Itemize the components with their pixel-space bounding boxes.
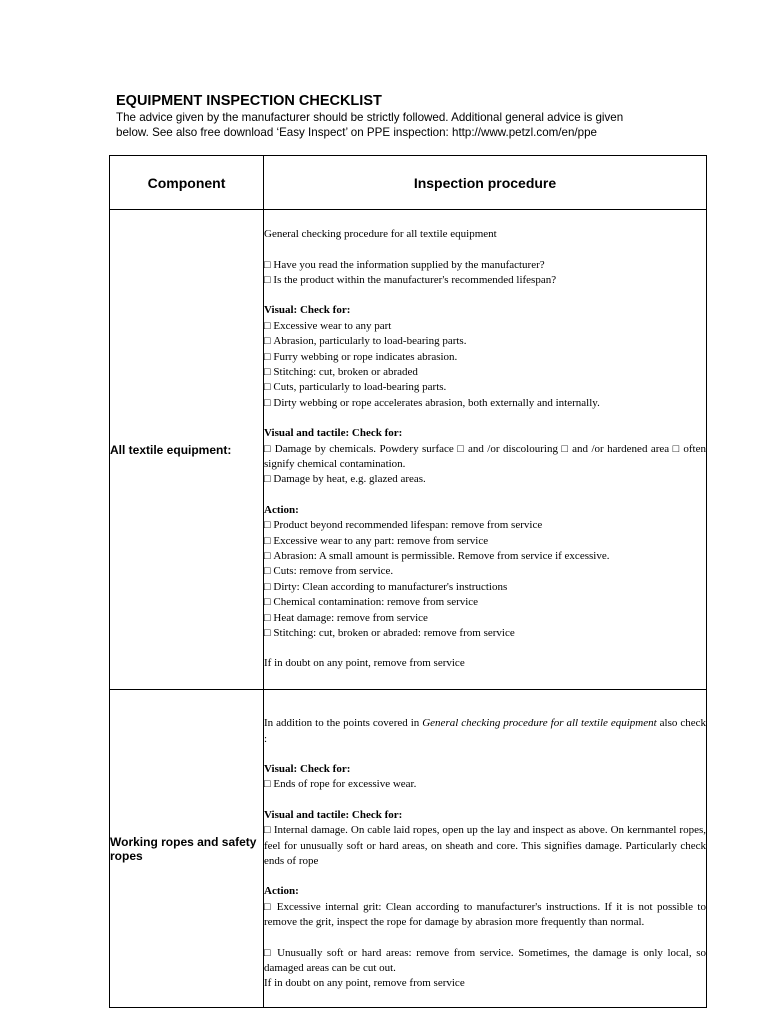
action-item: □ Abrasion: A small amount is permissible. Remove from service if excessive. — [264, 549, 706, 564]
column-header-component: Component — [110, 156, 264, 210]
check-item: □ Damage by chemicals. Powdery surface □ and /or discolouring □ and /or hardened area □ often signify chemical contamination. — [264, 442, 706, 473]
check-item: □ Damage by heat, e.g. glazed areas. — [264, 472, 706, 487]
check-item: □ Cuts, particularly to load-bearing parts. — [264, 380, 706, 395]
action-item: □ Excessive internal grit: Clean according to manufacturer's instructions. If it is not possible to remove the grit, inspect the rope for damage by abrasion more frequently than normal. — [264, 900, 706, 931]
check-item: □ Is the product within the manufacturer's recommended lifespan? — [264, 273, 706, 288]
intro-line-1: The advice given by the manufacturer should be strictly followed. Additional general advice is given — [116, 111, 624, 124]
action-item: □ Excessive wear to any part: remove from service — [264, 534, 706, 549]
procedure-intro — [264, 716, 706, 747]
intro-prefix: In addition to the points covered in — [264, 717, 423, 730]
action-heading: Action: — [264, 503, 299, 516]
check-item: □ Excessive wear to any part — [264, 319, 706, 334]
intro-line-2: below. See also free download ‘Easy Inspect’ on PPE inspection: http://www.petzl.com/en/ppe — [116, 126, 597, 139]
procedure-cell — [264, 210, 707, 690]
check-item: □ Ends of rope for excessive wear. — [264, 777, 706, 792]
tactile-heading: Visual and tactile: Check for: — [264, 808, 403, 821]
action-heading: Action: — [264, 885, 299, 898]
table-header-row — [110, 156, 707, 210]
doubt-note: If in doubt on any point, remove from service — [264, 977, 465, 990]
intro-suffix: also check : — [264, 717, 707, 745]
table-row — [110, 690, 707, 1008]
check-item: □ Internal damage. On cable laid ropes, open up the lay and inspect as above. On kernmantel ropes, feel for unusually soft or hard areas, on sheath and core. This signifies damage. Particularly check ends of rope — [264, 823, 706, 869]
table-row — [110, 210, 707, 690]
action-item: □ Dirty: Clean according to manufacturer's instructions — [264, 580, 706, 595]
check-item: □ Stitching: cut, broken or abraded — [264, 365, 706, 380]
visual-heading: Visual: Check for: — [264, 304, 351, 317]
check-item: □ Dirty webbing or rope accelerates abrasion, both externally and internally. — [264, 396, 706, 411]
visual-heading: Visual: Check for: — [264, 762, 351, 775]
document-title: EQUIPMENT INSPECTION CHECKLIST — [116, 93, 382, 109]
tactile-heading: Visual and tactile: Check for: — [264, 427, 403, 440]
action-item: □ Heat damage: remove from service — [264, 611, 706, 626]
component-cell: All textile equipment: — [110, 210, 264, 690]
procedure-intro: General checking procedure for all textile equipment — [264, 228, 497, 241]
procedure-cell — [264, 690, 707, 1008]
check-item: □ Abrasion, particularly to load-bearing parts. — [264, 334, 706, 349]
component-cell: Working ropes and safety ropes — [110, 690, 264, 1008]
check-item: □ Furry webbing or rope indicates abrasion. — [264, 350, 706, 365]
intro-reference: General checking procedure for all textile equipment — [422, 717, 657, 730]
action-item: □ Chemical contamination: remove from service — [264, 595, 706, 610]
action-item: □ Unusually soft or hard areas: remove from service. Sometimes, the damage is only local, so damaged areas can be cut out. — [264, 946, 706, 977]
inspection-table — [109, 155, 707, 1008]
action-item: □ Stitching: cut, broken or abraded: remove from service — [264, 626, 706, 641]
intro-text — [116, 110, 676, 140]
doubt-note: If in doubt on any point, remove from service — [264, 657, 465, 670]
column-header-procedure: Inspection procedure — [264, 156, 707, 210]
action-item: □ Cuts: remove from service. — [264, 564, 706, 579]
action-item: □ Product beyond recommended lifespan: remove from service — [264, 518, 706, 533]
check-item: □ Have you read the information supplied by the manufacturer? — [264, 258, 706, 273]
